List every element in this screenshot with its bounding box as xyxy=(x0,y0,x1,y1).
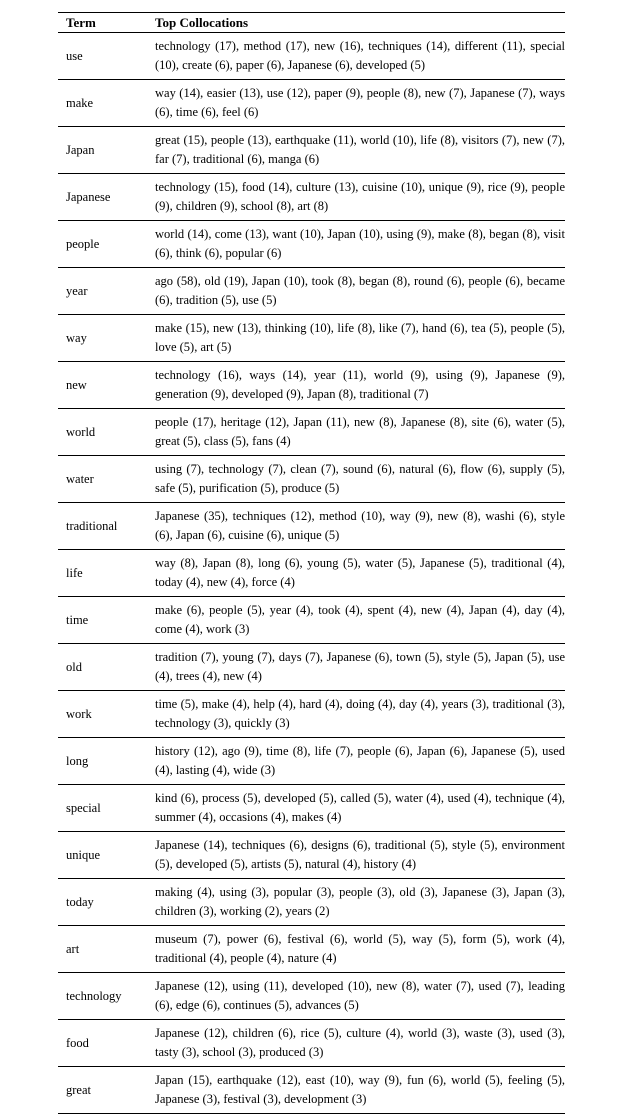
collocations-cell: ago (58), old (19), Japan (10), took (8), began (8), round (6), people (6), became (6), tradition (5), use (5) xyxy=(155,268,565,315)
collocations-cell: making (4), using (3), popular (3), people (3), old (3), Japanese (3), Japan (3), children (3), working (2), years (2) xyxy=(155,879,565,926)
term-cell: world xyxy=(58,409,155,456)
collocations-cell: way (14), easier (13), use (12), paper (9), people (8), new (7), Japanese (7), ways (6), time (6), feel (6) xyxy=(155,80,565,127)
term-cell: work xyxy=(58,691,155,738)
table-row xyxy=(58,738,565,785)
term-cell: make xyxy=(58,80,155,127)
collocations-cell: Japanese (35), techniques (12), method (10), way (9), new (8), washi (6), style (6), Japan (6), cuisine (6), unique (5) xyxy=(155,503,565,550)
collocations-cell: tradition (7), young (7), days (7), Japanese (6), town (5), style (5), Japan (5), use (4), trees (4), new (4) xyxy=(155,644,565,691)
table-row xyxy=(58,409,565,456)
collocations-cell: technology (17), method (17), new (16), techniques (14), different (11), special (10), create (6), paper (6), Japanese (6), developed (5) xyxy=(155,33,565,80)
term-cell: special xyxy=(58,785,155,832)
table-row xyxy=(58,550,565,597)
term-cell: life xyxy=(58,550,155,597)
term-cell: Japan xyxy=(58,127,155,174)
term-cell: today xyxy=(58,879,155,926)
term-cell: time xyxy=(58,597,155,644)
term-cell: great xyxy=(58,1067,155,1114)
collocations-cell: technology (16), ways (14), year (11), world (9), using (9), Japanese (9), generation (9), developed (9), Japan (8), traditional (7) xyxy=(155,362,565,409)
term-cell: food xyxy=(58,1020,155,1067)
collocations-cell: world (14), come (13), want (10), Japan (10), using (9), make (8), began (8), visit (6), think (6), popular (6) xyxy=(155,221,565,268)
term-cell: water xyxy=(58,456,155,503)
collocations-cell: history (12), ago (9), time (8), life (7), people (6), Japan (6), Japanese (5), used (4), lasting (4), wide (3) xyxy=(155,738,565,785)
table-row xyxy=(58,456,565,503)
table-row xyxy=(58,315,565,362)
term-cell: traditional xyxy=(58,503,155,550)
table-row xyxy=(58,1067,565,1114)
table-row xyxy=(58,644,565,691)
term-cell: way xyxy=(58,315,155,362)
table-row xyxy=(58,33,565,80)
term-cell: Japanese xyxy=(58,174,155,221)
table-row xyxy=(58,221,565,268)
collocations-cell: great (15), people (13), earthquake (11), world (10), life (8), visitors (7), new (7), far (7), traditional (6), manga (6) xyxy=(155,127,565,174)
term-cell: old xyxy=(58,644,155,691)
table-row xyxy=(58,362,565,409)
table-row xyxy=(58,503,565,550)
collocations-cell: museum (7), power (6), festival (6), world (5), way (5), form (5), work (4), traditional (4), people (4), nature (4) xyxy=(155,926,565,973)
term-cell: new xyxy=(58,362,155,409)
column-header-top-collocations: Top Collocations xyxy=(155,13,565,33)
table-body xyxy=(58,33,565,1114)
term-cell: long xyxy=(58,738,155,785)
collocations-cell: way (8), Japan (8), long (6), young (5), water (5), Japanese (5), traditional (4), today (4), new (4), force (4) xyxy=(155,550,565,597)
collocations-cell: time (5), make (4), help (4), hard (4), doing (4), day (4), years (3), traditional (3), technology (3), quickly (3) xyxy=(155,691,565,738)
table-row xyxy=(58,127,565,174)
collocations-cell: make (6), people (5), year (4), took (4), spent (4), new (4), Japan (4), day (4), come (4), work (3) xyxy=(155,597,565,644)
term-cell: unique xyxy=(58,832,155,879)
header-row xyxy=(58,13,565,33)
collocations-cell: Japanese (12), using (11), developed (10), new (8), water (7), used (7), leading (6), edge (6), continues (5), advances (5) xyxy=(155,973,565,1020)
term-cell: year xyxy=(58,268,155,315)
table-row xyxy=(58,174,565,221)
table-row xyxy=(58,785,565,832)
table-row xyxy=(58,597,565,644)
table-row xyxy=(58,80,565,127)
table-row xyxy=(58,879,565,926)
collocations-cell: people (17), heritage (12), Japan (11), new (8), Japanese (8), site (6), water (5), great (5), class (5), fans (4) xyxy=(155,409,565,456)
collocations-cell: kind (6), process (5), developed (5), called (5), water (4), used (4), technique (4), summer (4), occasions (4), makes (4) xyxy=(155,785,565,832)
collocations-cell: technology (15), food (14), culture (13), cuisine (10), unique (9), rice (9), people (9), children (9), school (8), art (8) xyxy=(155,174,565,221)
column-header-term: Term xyxy=(58,13,155,33)
collocations-table xyxy=(58,12,565,1114)
term-cell: use xyxy=(58,33,155,80)
term-cell: art xyxy=(58,926,155,973)
table-row xyxy=(58,973,565,1020)
collocations-table-container xyxy=(58,12,565,1114)
collocations-cell: Japan (15), earthquake (12), east (10), way (9), fun (6), world (5), feeling (5), Japanese (3), festival (3), development (3) xyxy=(155,1067,565,1114)
table-row xyxy=(58,1020,565,1067)
term-cell: people xyxy=(58,221,155,268)
table-row xyxy=(58,832,565,879)
collocations-cell: using (7), technology (7), clean (7), sound (6), natural (6), flow (6), supply (5), safe (5), purification (5), produce (5) xyxy=(155,456,565,503)
table-row xyxy=(58,691,565,738)
term-cell: technology xyxy=(58,973,155,1020)
collocations-cell: Japanese (12), children (6), rice (5), culture (4), world (3), waste (3), used (3), tasty (3), school (3), produced (3) xyxy=(155,1020,565,1067)
collocations-cell: make (15), new (13), thinking (10), life (8), like (7), hand (6), tea (5), people (5), love (5), art (5) xyxy=(155,315,565,362)
collocations-cell: Japanese (14), techniques (6), designs (6), traditional (5), style (5), environment (5), developed (5), artists (5), natural (4), history (4) xyxy=(155,832,565,879)
table-row xyxy=(58,268,565,315)
table-row xyxy=(58,926,565,973)
